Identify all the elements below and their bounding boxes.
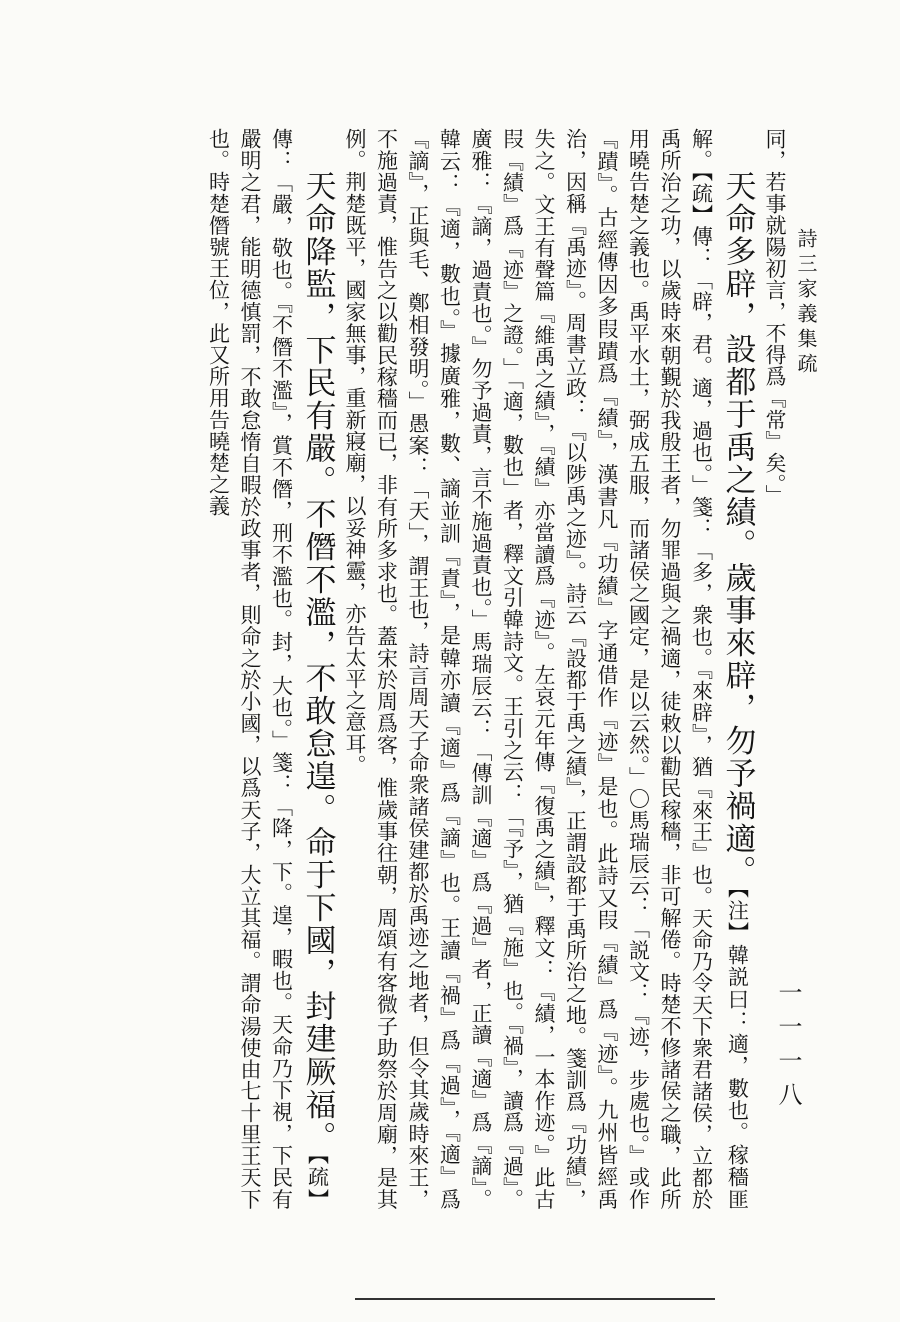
- stanza-paragraph-1: [339, 128, 759, 1210]
- commentary-text: 【注】韓説曰：適，數也。稼穡匪解。【疏】傳：「辟，君。適，過也。」箋：「多，衆也。『來辟』，猶『來王』也。天命乃令天下衆君諸侯，立都於禹所治之功，以歲時來朝覲於我殷王者，勿罪過與之禍適，徒敕以勸民稼穡，非可解倦。時楚不修諸侯之職，此所用曉告楚之義也。禹平水土，弼成五服，而諸侯之國定，是以云然。」〇馬瑞辰云：「説文：『迹，步處也。』或作『蹟』。古經傳因多叚蹟爲『績』，漢書凡『功績』字通借作『迹』是也。此詩又叚『績』爲『迹』。九州皆經禹治，因稱『禹迹』。周書立政：『以陟禹之迹』。詩云『設都于禹之績』，正謂設都于禹所治之地。箋訓爲『功績』，失之。文王有聲篇『維禹之績』，『績』亦當讀爲『迹』。左哀元年傳『復禹之績』，釋文：『績，一本作迹。』此古叚『績』爲『迹』之證。」「適，數也」者，釋文引韓詩文。王引之云：「『予』，猶『施』也。『禍』，讀爲『過』。廣雅：『謫，過責也。』勿予過責，言不施過責也。」馬瑞辰云：「傳訓『適』爲『過』者，正讀『適』爲『謫』。韓云：『適，數也。』據廣雅，數、謫並訓『責』，是韓亦讀『適』爲『謫』也。王讀『禍』爲『過』，『適』爲『謫』，正與毛、鄭相發明。」愚案：「天」，謂王也，詩言周天子命衆諸侯建都於禹迹之地者，但令其歲時來王，不施過責，惟告之以勸民稼穡而已，非有所多求也。蓋宋於周爲客，惟歲事往朝，周頌有客微子助祭於周廟，是其例。荆楚既平，國家無事，重新寢廟，以妥神靈，亦告太平之意耳。: [343, 128, 750, 1210]
- poem-verse: 天命降監，下民有嚴。不僭不濫，不敢怠遑。命于下國，封建厥福。: [299, 170, 336, 1155]
- commentary-text: 【疏】傳：「嚴，敬也。『不僭不濫』，賞不僭，刑不濫也。封，大也。」箋：「降，下。遑，暇也。天命乃下視，下民有嚴明之君，能明德慎罰，不敢怠惰自暇於政事者，則命之於小國，以爲天子，大立其福。謂命湯使由七十里王天下也。時楚僭號王位，此又所用告曉楚之義: [206, 128, 330, 1210]
- running-title: 詩三家義集疏: [794, 228, 818, 378]
- stanza-paragraph-2: [202, 128, 339, 1210]
- continuation-paragraph: 同，若事就陽初言，不得爲『常』矣。」: [763, 128, 787, 507]
- bottom-rule: [355, 1298, 715, 1300]
- page-number: 一一一八: [774, 980, 802, 1116]
- poem-verse: 天命多辟，設都于禹之績。歲事來辟，勿予禍適。: [719, 170, 756, 888]
- vertical-body-text: [110, 128, 790, 1210]
